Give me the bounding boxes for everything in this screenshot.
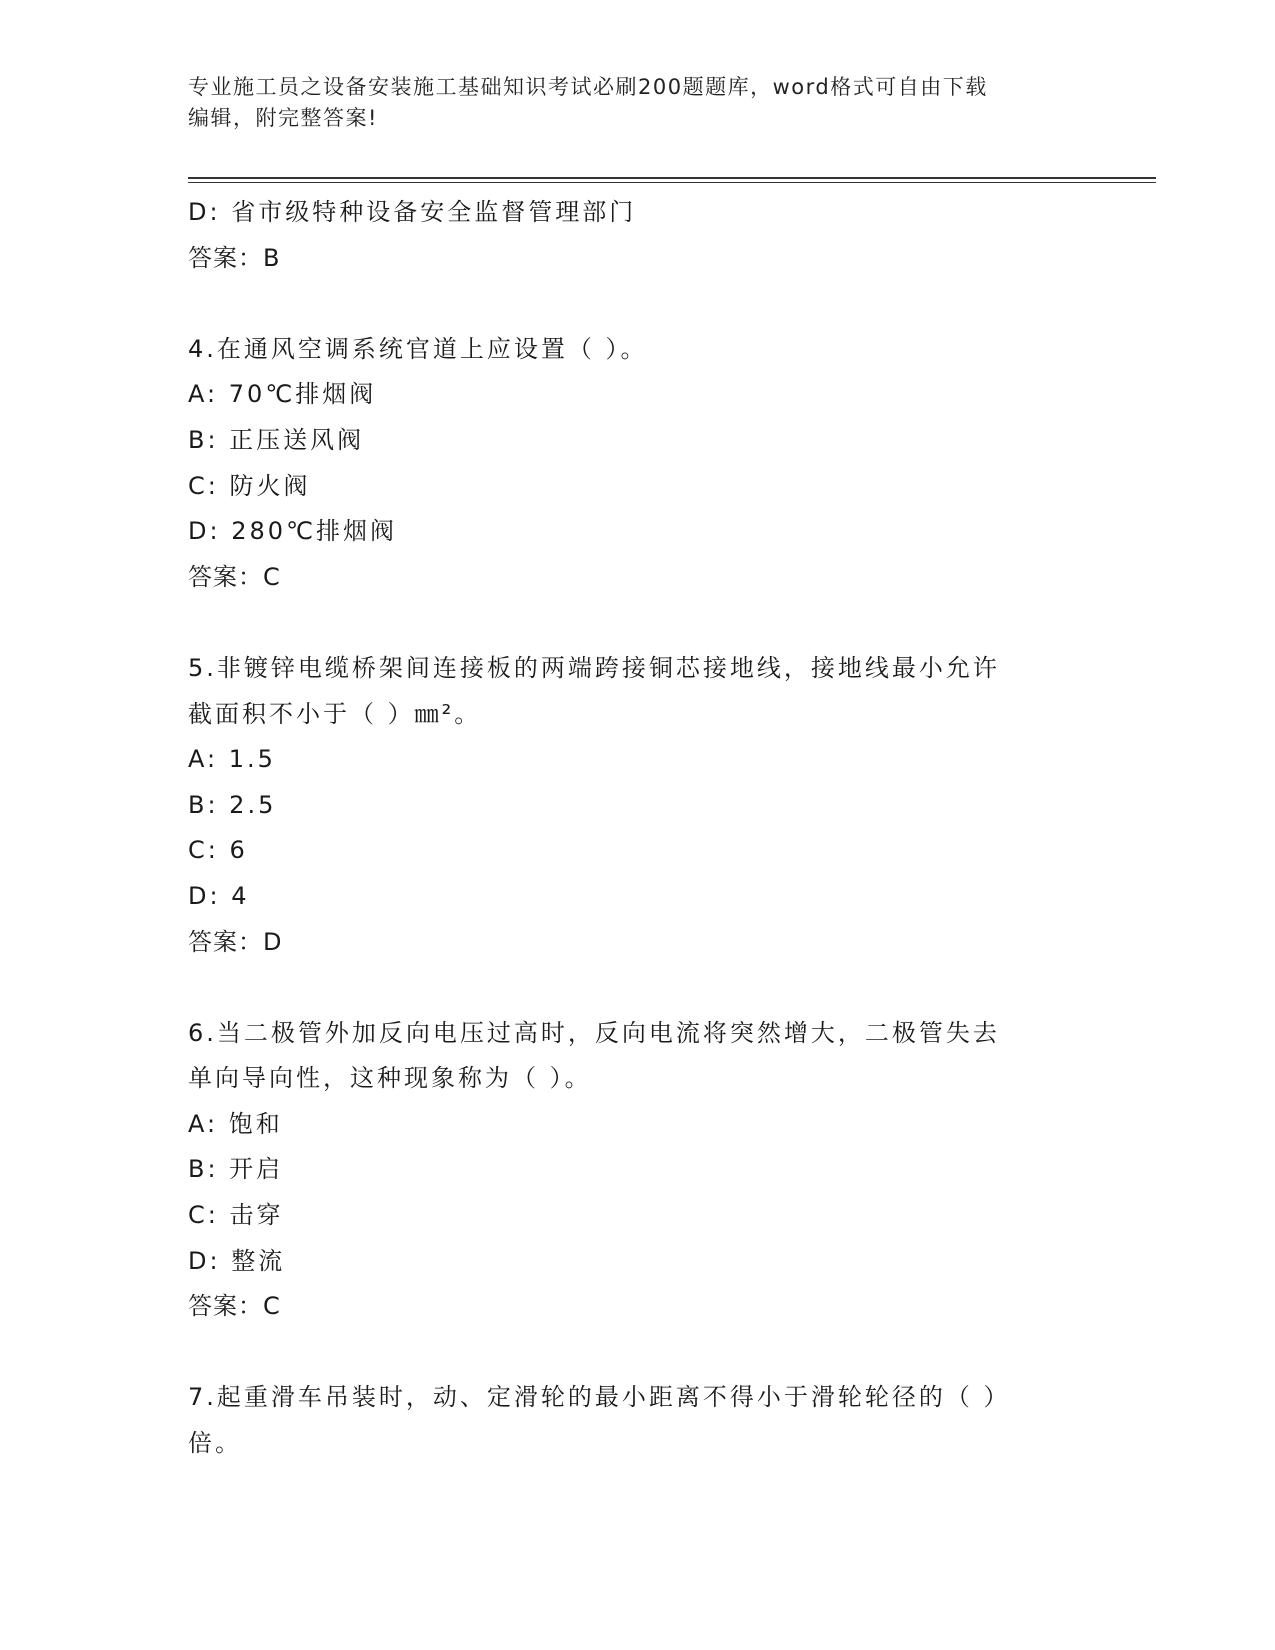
option-c: C: 击穿: [188, 1201, 284, 1230]
document-header: [188, 72, 1068, 134]
question-content: [188, 190, 1068, 1467]
question-block: [188, 1375, 1068, 1466]
question-text: 5.非镀锌电缆桥架间连接板的两端跨接铜芯接地线，接地线最小允许: [188, 653, 1000, 682]
header-line-1: 专业施工员之设备安装施工基础知识考试必刷200题题库，word格式可自由下载: [188, 75, 988, 99]
question-block: [188, 327, 1068, 601]
option-a: A: 70℃排烟阀: [188, 380, 377, 409]
question-text: 7.起重滑车吊装时，动、定滑轮的最小距离不得小于滑轮轮径的（ ）: [188, 1383, 1011, 1412]
option-d: D: 整流: [188, 1246, 286, 1275]
option-b: B: 2.5: [188, 790, 277, 819]
question-block: [188, 1011, 1068, 1330]
question-text-continued: 截面积不小于（ ）㎜²。: [188, 699, 482, 728]
header-rule-thick: [188, 177, 1156, 179]
question-text-continued: 倍。: [188, 1429, 242, 1458]
header-line-2: 编辑，附完整答案!: [188, 106, 378, 130]
option-c: C: 6: [188, 836, 248, 865]
answer-line: 答案：C: [188, 562, 281, 591]
answer-line: 答案：C: [188, 1292, 281, 1321]
option-d: D: 4: [188, 881, 250, 910]
question-text-continued: 单向导向性，这种现象称为（ ）。: [188, 1064, 592, 1093]
question-text: 4.在通风空调系统官道上应设置（ ）。: [188, 334, 648, 363]
answer-line: 答案：D: [188, 927, 283, 956]
question-text: 6.当二极管外加反向电压过高时，反向电流将突然增大，二极管失去: [188, 1018, 1000, 1047]
answer-line: 答案：B: [188, 243, 281, 272]
option-a: A: 1.5: [188, 745, 276, 774]
option-d: D: 省市级特种设备安全监督管理部门: [188, 198, 637, 226]
option-d: D: 280℃排烟阀: [188, 517, 397, 546]
question-block: [188, 646, 1068, 965]
option-b: B: 正压送风阀: [188, 425, 365, 454]
option-c: C: 防火阀: [188, 471, 311, 500]
header-rule-thin: [188, 182, 1156, 183]
option-b: B: 开启: [188, 1155, 284, 1184]
option-a: A: 饱和: [188, 1109, 283, 1138]
